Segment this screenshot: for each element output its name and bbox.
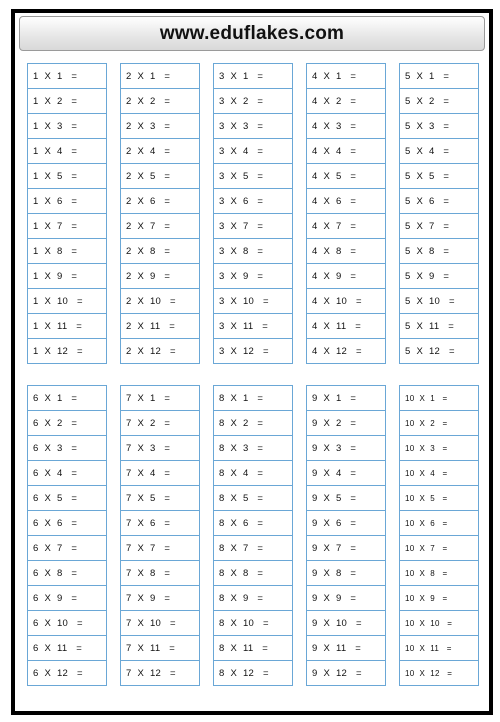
equation-text: 4 X 5 = [312, 170, 357, 182]
equation-text: 6 X 5 = [33, 492, 78, 504]
equation-text: 8 X 3 = [219, 442, 264, 454]
equation-text: 5 X 9 = [405, 270, 450, 282]
equation-text: 2 X 6 = [126, 195, 171, 207]
table-row [400, 386, 478, 411]
equation-text: 7 X 9 = [126, 592, 171, 604]
table-column-8 [213, 385, 293, 686]
table-row [214, 461, 292, 486]
table-row [28, 289, 106, 314]
table-row [28, 411, 106, 436]
equation-text: 5 X 4 = [405, 145, 450, 157]
table-row [28, 561, 106, 586]
table-row [400, 436, 478, 461]
table-row [28, 386, 106, 411]
table-row [121, 411, 199, 436]
table-row [28, 486, 106, 511]
table-row [28, 436, 106, 461]
equation-text: 7 X 6 = [126, 517, 171, 529]
table-row [307, 636, 385, 661]
equation-text: 5 X 7 = [405, 220, 450, 232]
table-row [121, 64, 199, 89]
table-row [28, 264, 106, 289]
equation-text: 10 X 8 = [405, 568, 448, 578]
equation-text: 2 X 3 = [126, 120, 171, 132]
equation-text: 1 X 3 = [33, 120, 78, 132]
equation-text: 9 X 3 = [312, 442, 357, 454]
table-row [121, 586, 199, 611]
table-row [121, 436, 199, 461]
equation-text: 6 X 10 = [33, 617, 83, 629]
equation-text: 6 X 12 = [33, 667, 83, 679]
site-header [19, 16, 485, 51]
table-row [307, 486, 385, 511]
table-row [121, 189, 199, 214]
table-row [121, 661, 199, 685]
equation-text: 5 X 6 = [405, 195, 450, 207]
table-row [121, 386, 199, 411]
equation-text: 8 X 2 = [219, 417, 264, 429]
table-row [214, 314, 292, 339]
equation-text: 6 X 1 = [33, 392, 78, 404]
table-row [28, 586, 106, 611]
equation-text: 6 X 7 = [33, 542, 78, 554]
table-row [400, 339, 478, 363]
table-row [307, 436, 385, 461]
equation-text: 3 X 11 = [219, 320, 269, 332]
table-row [400, 139, 478, 164]
equation-text: 7 X 1 = [126, 392, 171, 404]
table-row [307, 264, 385, 289]
equation-text: 9 X 2 = [312, 417, 357, 429]
equation-text: 2 X 2 = [126, 95, 171, 107]
equation-text: 9 X 6 = [312, 517, 357, 529]
table-row [214, 586, 292, 611]
equation-text: 2 X 8 = [126, 245, 171, 257]
table-row [121, 89, 199, 114]
table-row [214, 189, 292, 214]
table-row [28, 239, 106, 264]
equation-text: 2 X 11 = [126, 320, 176, 332]
table-row [121, 214, 199, 239]
equation-text: 7 X 10 = [126, 617, 176, 629]
table-row [28, 461, 106, 486]
equation-text: 5 X 12 = [405, 345, 455, 357]
table-row [28, 511, 106, 536]
equation-text: 10 X 10 = [405, 618, 453, 628]
equation-text: 5 X 8 = [405, 245, 450, 257]
table-row [121, 239, 199, 264]
equation-text: 9 X 11 = [312, 642, 362, 654]
table-row [28, 89, 106, 114]
equation-text: 7 X 11 = [126, 642, 176, 654]
table-row [121, 611, 199, 636]
table-row [307, 511, 385, 536]
equation-text: 4 X 8 = [312, 245, 357, 257]
equation-text: 1 X 8 = [33, 245, 78, 257]
equation-text: 5 X 1 = [405, 70, 450, 82]
table-row [28, 164, 106, 189]
table-row [400, 164, 478, 189]
table-row [307, 611, 385, 636]
equation-text: 6 X 9 = [33, 592, 78, 604]
table-row [28, 64, 106, 89]
equation-text: 1 X 2 = [33, 95, 78, 107]
equation-text: 10 X 9 = [405, 593, 448, 603]
table-row [307, 386, 385, 411]
table-row [307, 189, 385, 214]
equation-text: 2 X 5 = [126, 170, 171, 182]
tables-block-1-to-5 [27, 63, 479, 364]
equation-text: 2 X 9 = [126, 270, 171, 282]
table-row [307, 339, 385, 363]
equation-text: 3 X 12 = [219, 345, 269, 357]
table-row [307, 114, 385, 139]
table-row [307, 289, 385, 314]
equation-text: 4 X 11 = [312, 320, 362, 332]
equation-text: 1 X 5 = [33, 170, 78, 182]
equation-text: 4 X 9 = [312, 270, 357, 282]
equation-text: 9 X 7 = [312, 542, 357, 554]
table-row [121, 289, 199, 314]
equation-text: 10 X 6 = [405, 518, 448, 528]
equation-text: 7 X 5 = [126, 492, 171, 504]
table-row [121, 339, 199, 363]
table-row [400, 289, 478, 314]
table-row [214, 139, 292, 164]
equation-text: 9 X 4 = [312, 467, 357, 479]
table-row [214, 561, 292, 586]
table-row [400, 561, 478, 586]
table-row [307, 214, 385, 239]
table-row [214, 214, 292, 239]
table-row [307, 164, 385, 189]
equation-text: 3 X 10 = [219, 295, 269, 307]
table-row [121, 461, 199, 486]
equation-text: 3 X 3 = [219, 120, 264, 132]
table-row [28, 636, 106, 661]
table-row [307, 411, 385, 436]
tables-block-6-to-10 [27, 385, 479, 686]
table-row [214, 386, 292, 411]
equation-text: 3 X 5 = [219, 170, 264, 182]
table-row [214, 114, 292, 139]
table-row [214, 436, 292, 461]
equation-text: 4 X 1 = [312, 70, 357, 82]
equation-text: 2 X 10 = [126, 295, 176, 307]
table-row [28, 189, 106, 214]
table-row [400, 586, 478, 611]
equation-text: 6 X 3 = [33, 442, 78, 454]
table-column-3 [213, 63, 293, 364]
equation-text: 3 X 8 = [219, 245, 264, 257]
equation-text: 4 X 12 = [312, 345, 362, 357]
table-row [307, 64, 385, 89]
equation-text: 8 X 1 = [219, 392, 264, 404]
equation-text: 10 X 12 = [405, 668, 453, 678]
equation-text: 3 X 7 = [219, 220, 264, 232]
equation-text: 1 X 10 = [33, 295, 83, 307]
equation-text: 2 X 4 = [126, 145, 171, 157]
equation-text: 3 X 6 = [219, 195, 264, 207]
site-title: www.eduflakes.com [159, 22, 345, 44]
equation-text: 3 X 9 = [219, 270, 264, 282]
equation-text: 8 X 4 = [219, 467, 264, 479]
table-column-4 [306, 63, 386, 364]
table-row [214, 264, 292, 289]
equation-text: 5 X 11 = [405, 320, 455, 332]
equation-text: 2 X 1 = [126, 70, 171, 82]
table-row [400, 411, 478, 436]
table-row [400, 661, 478, 685]
equation-text: 7 X 4 = [126, 467, 171, 479]
table-row [28, 339, 106, 363]
equation-text: 5 X 3 = [405, 120, 450, 132]
equation-text: 1 X 11 = [33, 320, 83, 332]
equation-text: 7 X 12 = [126, 667, 176, 679]
worksheet-frame [11, 9, 493, 715]
equation-text: 8 X 6 = [219, 517, 264, 529]
table-column-9 [306, 385, 386, 686]
equation-text: 9 X 5 = [312, 492, 357, 504]
equation-text: 8 X 5 = [219, 492, 264, 504]
table-row [307, 586, 385, 611]
equation-text: 9 X 8 = [312, 567, 357, 579]
equation-text: 10 X 2 = [405, 418, 448, 428]
table-row [214, 339, 292, 363]
table-row [400, 314, 478, 339]
table-row [121, 314, 199, 339]
table-row [121, 139, 199, 164]
equation-text: 8 X 7 = [219, 542, 264, 554]
table-row [121, 264, 199, 289]
table-row [400, 636, 478, 661]
equation-text: 1 X 1 = [33, 70, 78, 82]
equation-text: 5 X 5 = [405, 170, 450, 182]
equation-text: 9 X 1 = [312, 392, 357, 404]
table-row [214, 164, 292, 189]
table-row [121, 114, 199, 139]
equation-text: 1 X 7 = [33, 220, 78, 232]
table-row [28, 139, 106, 164]
equation-text: 4 X 3 = [312, 120, 357, 132]
equation-text: 10 X 7 = [405, 543, 448, 553]
equation-text: 2 X 7 = [126, 220, 171, 232]
table-row [121, 164, 199, 189]
table-row [400, 64, 478, 89]
table-row [400, 89, 478, 114]
table-column-10 [399, 385, 479, 686]
equation-text: 1 X 6 = [33, 195, 78, 207]
table-row [400, 239, 478, 264]
table-row [121, 561, 199, 586]
equation-text: 5 X 10 = [405, 295, 455, 307]
table-row [121, 636, 199, 661]
equation-text: 10 X 3 = [405, 443, 448, 453]
table-row [214, 239, 292, 264]
equation-text: 4 X 6 = [312, 195, 357, 207]
table-row [214, 89, 292, 114]
table-row [307, 139, 385, 164]
equation-text: 9 X 9 = [312, 592, 357, 604]
table-row [400, 114, 478, 139]
table-row [400, 511, 478, 536]
table-row [121, 536, 199, 561]
equation-text: 1 X 9 = [33, 270, 78, 282]
table-row [400, 461, 478, 486]
equation-text: 8 X 11 = [219, 642, 269, 654]
table-row [307, 89, 385, 114]
table-row [400, 214, 478, 239]
equation-text: 7 X 7 = [126, 542, 171, 554]
table-row [400, 264, 478, 289]
table-column-2 [120, 63, 200, 364]
equation-text: 10 X 1 = [405, 393, 448, 403]
equation-text: 6 X 8 = [33, 567, 78, 579]
equation-text: 9 X 12 = [312, 667, 362, 679]
table-row [28, 314, 106, 339]
equation-text: 8 X 10 = [219, 617, 269, 629]
table-column-1 [27, 63, 107, 364]
table-row [214, 289, 292, 314]
equation-text: 6 X 11 = [33, 642, 83, 654]
equation-text: 7 X 3 = [126, 442, 171, 454]
equation-text: 7 X 8 = [126, 567, 171, 579]
table-row [214, 411, 292, 436]
equation-text: 6 X 4 = [33, 467, 78, 479]
table-row [307, 536, 385, 561]
equation-text: 4 X 10 = [312, 295, 362, 307]
equation-text: 9 X 10 = [312, 617, 362, 629]
equation-text: 10 X 4 = [405, 468, 448, 478]
table-row [214, 661, 292, 685]
table-row [28, 114, 106, 139]
table-row [28, 661, 106, 685]
equation-text: 1 X 4 = [33, 145, 78, 157]
table-column-7 [120, 385, 200, 686]
table-row [214, 486, 292, 511]
equation-text: 4 X 4 = [312, 145, 357, 157]
table-row [307, 561, 385, 586]
table-row [400, 611, 478, 636]
equation-text: 3 X 1 = [219, 70, 264, 82]
equation-text: 4 X 2 = [312, 95, 357, 107]
equation-text: 8 X 9 = [219, 592, 264, 604]
table-row [214, 611, 292, 636]
table-row [214, 64, 292, 89]
table-row [28, 214, 106, 239]
equation-text: 8 X 12 = [219, 667, 269, 679]
table-row [214, 636, 292, 661]
equation-text: 5 X 2 = [405, 95, 450, 107]
equation-text: 2 X 12 = [126, 345, 176, 357]
table-row [307, 239, 385, 264]
equation-text: 7 X 2 = [126, 417, 171, 429]
table-row [307, 314, 385, 339]
table-row [121, 511, 199, 536]
table-row [121, 486, 199, 511]
table-row [28, 536, 106, 561]
table-row [307, 661, 385, 685]
table-row [400, 486, 478, 511]
table-row [28, 611, 106, 636]
equation-text: 6 X 2 = [33, 417, 78, 429]
equation-text: 3 X 2 = [219, 95, 264, 107]
table-row [214, 536, 292, 561]
table-row [400, 189, 478, 214]
table-column-6 [27, 385, 107, 686]
equation-text: 6 X 6 = [33, 517, 78, 529]
table-row [307, 461, 385, 486]
equation-text: 10 X 5 = [405, 493, 448, 503]
equation-text: 10 X 11 = [405, 643, 452, 653]
table-row [214, 511, 292, 536]
table-row [400, 536, 478, 561]
equation-text: 1 X 12 = [33, 345, 83, 357]
equation-text: 8 X 8 = [219, 567, 264, 579]
equation-text: 3 X 4 = [219, 145, 264, 157]
equation-text: 4 X 7 = [312, 220, 357, 232]
table-column-5 [399, 63, 479, 364]
